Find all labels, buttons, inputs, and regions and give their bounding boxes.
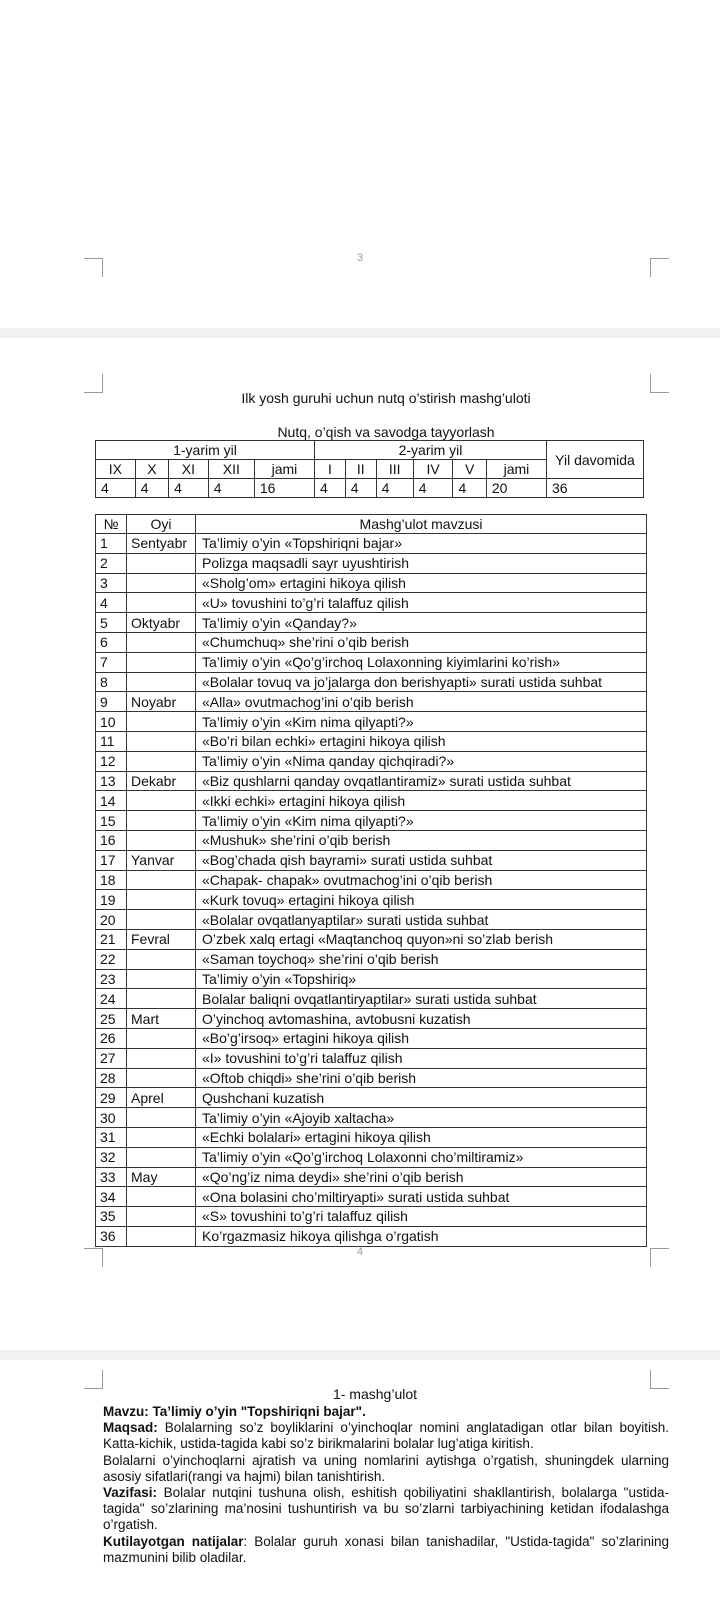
lesson-results (103, 1534, 669, 1566)
page-5 (0, 1360, 720, 1612)
plan-value-h2: 20 (486, 479, 546, 498)
row-number: 4 (96, 593, 127, 613)
table-row (96, 1068, 647, 1088)
row-number: 5 (96, 613, 127, 633)
plan-month-h2: I (314, 460, 345, 479)
row-month (127, 1147, 196, 1167)
row-month (127, 830, 196, 850)
goal-text: Bolalarning so’z boyliklarini o’yinchoqlar nomini anglatadigan otlar bilan boyitish. Katta-kichik, ustida-tagida kabi so’z birikmalarini bolalar lug’atiga kiritish. (103, 1420, 669, 1451)
table-row (96, 929, 647, 949)
row-month: May (127, 1167, 196, 1187)
row-topic: «I» tovushini to’g’ri talaffuz qilish (196, 1048, 647, 1068)
table-row (96, 1147, 647, 1167)
row-topic: Ta’limiy o’yin «Nima qanday qichqiradi?» (196, 751, 647, 771)
row-topic: Ta’limiy o’yin «Qanday?» (196, 613, 647, 633)
row-topic: O’zbek xalq ertagi «Maqtanchoq quyon»ni so’zlab berish (196, 929, 647, 949)
lesson-task (103, 1485, 669, 1533)
row-number: 34 (96, 1187, 127, 1207)
row-month (127, 712, 196, 732)
plan-month-h2: II (345, 460, 376, 479)
row-month: Aprel (127, 1088, 196, 1108)
table-row (96, 593, 647, 613)
row-topic: «Qo’ng’iz nima deydi» she’rini o’qib berish (196, 1167, 647, 1187)
row-topic: Ta’limiy o’yin «Qo’g’irchoq Lolaxonning kiyimlarini ko’rish» (196, 652, 647, 672)
row-month (127, 910, 196, 930)
row-topic: Ko’rgazmasiz hikoya qilishga o’rgatish (196, 1226, 647, 1246)
row-month (127, 1187, 196, 1207)
row-number: 25 (96, 1009, 127, 1029)
page-number: 4 (356, 1246, 364, 1258)
page-number: 3 (356, 252, 364, 264)
table-row (96, 652, 647, 672)
row-topic: «Bo’ri bilan echki» ertagini hikoya qilish (196, 731, 647, 751)
row-month (127, 811, 196, 831)
row-number: 24 (96, 989, 127, 1009)
plan-value-h1: 4 (208, 479, 254, 498)
section-heading: Ilk yosh guruhi uchun nutq o’stirish mashg’uloti (241, 390, 531, 406)
row-month (127, 1108, 196, 1128)
row-topic: Ta’limiy o’yin «Topshiriqni bajar» (196, 534, 647, 554)
year-header: Yil davomida (547, 441, 644, 479)
row-number: 16 (96, 830, 127, 850)
plan-month-h2: jami (486, 460, 546, 479)
row-topic: «Echki bolalari» ertagini hikoya qilish (196, 1127, 647, 1147)
table-row (96, 731, 647, 751)
row-topic: «Bolalar ovqatlanyaptilar» surati ustida suhbat (196, 910, 647, 930)
row-number: 15 (96, 811, 127, 831)
row-topic: «Biz qushlarni qanday ovqatlantiramiz» surati ustida suhbat (196, 771, 647, 791)
row-number: 9 (96, 692, 127, 712)
row-topic: Ta’limiy o’yin «Ajoyib xaltacha» (196, 1108, 647, 1128)
row-topic: «Bo’g’irsoq» ertagini hikoya qilish (196, 1028, 647, 1048)
row-month (127, 969, 196, 989)
row-month (127, 1226, 196, 1246)
row-number: 12 (96, 751, 127, 771)
row-topic: «Bolalar tovuq va jo’jalarga don berishyapti» surati ustida suhbat (196, 672, 647, 692)
row-number: 7 (96, 652, 127, 672)
table-row (96, 969, 647, 989)
row-month (127, 989, 196, 1009)
row-topic: «Kurk tovuq» ertagini hikoya qilish (196, 890, 647, 910)
plan-value-h2: 4 (453, 479, 486, 498)
row-topic: «Ona bolasini cho’miltiryapti» surati ustida suhbat (196, 1187, 647, 1207)
row-topic: Bolalar baliqni ovqatlantiryaptilar» surati ustida suhbat (196, 989, 647, 1009)
row-topic: Polizga maqsadli sayr uyushtirish (196, 553, 647, 573)
row-topic: Ta’limiy o’yin «Kim nima qilyapti?» (196, 712, 647, 732)
row-number: 31 (96, 1127, 127, 1147)
row-month (127, 1127, 196, 1147)
table-row (96, 1226, 647, 1246)
row-month: Yanvar (127, 850, 196, 870)
lesson-title: 1- mashg’ulot (332, 1386, 418, 1402)
row-topic: Ta’limiy o’yin «Topshiriq» (196, 969, 647, 989)
plan-value-h1: 4 (135, 479, 168, 498)
row-month: Fevral (127, 929, 196, 949)
table-row (96, 1127, 647, 1147)
row-number: 2 (96, 553, 127, 573)
row-number: 23 (96, 969, 127, 989)
row-number: 18 (96, 870, 127, 890)
row-number: 11 (96, 731, 127, 751)
table-row (96, 613, 647, 633)
plan-month-h1: X (135, 460, 168, 479)
row-month (127, 1068, 196, 1088)
plan-value-h1: 4 (169, 479, 209, 498)
row-month (127, 553, 196, 573)
topics-table (95, 514, 647, 1247)
lesson-goal-continued: Bolalarni o’yinchoqlarni ajratish va uning nomlarini aytishga o’rgatish, shuningdek ularning asosiy sifatlari(rangi va hajmi) bilan tanishtirish. (103, 1453, 669, 1484)
row-topic: O’yinchoq avtomashina, avtobusni kuzatish (196, 1009, 647, 1029)
table-row (96, 830, 647, 850)
plan-value-h1: 4 (96, 479, 136, 498)
row-topic: «Bog’chada qish bayrami» surati ustida suhbat (196, 850, 647, 870)
plan-table (95, 440, 644, 498)
half-year-2-header: 2-yarim yil (314, 441, 546, 460)
row-topic: «Ikki echki» ertagini hikoya qilish (196, 791, 647, 811)
page-4 (0, 338, 720, 1350)
row-number: 20 (96, 910, 127, 930)
row-number: 35 (96, 1207, 127, 1227)
col-header-number: № (96, 515, 127, 534)
row-month (127, 791, 196, 811)
task-label: Vazifasi: (103, 1485, 158, 1500)
row-number: 21 (96, 929, 127, 949)
table-row (96, 1009, 647, 1029)
row-number: 6 (96, 632, 127, 652)
section-subheading: Nutq, o’qish va savodga tayyorlash (277, 424, 495, 440)
row-month: Sentyabr (127, 534, 196, 554)
row-month (127, 593, 196, 613)
page-3 (0, 0, 720, 328)
row-topic: «Oftob chiqdi» she’rini o’qib berish (196, 1068, 647, 1088)
row-month: Noyabr (127, 692, 196, 712)
plan-month-h2: IV (413, 460, 453, 479)
table-row (96, 1028, 647, 1048)
row-topic: «U» tovushini to’g’ri talaffuz qilish (196, 593, 647, 613)
results-text: : Bolalar guruh xonasi bilan tanishadilar, "Ustida-tagida" so’zlarining mazmunini bilib oladilar. (103, 1534, 669, 1565)
row-topic: «Chapak- chapak» ovutmachog’ini o’qib berish (196, 870, 647, 890)
plan-month-h1: jami (254, 460, 314, 479)
col-header-topic: Mashg’ulot mavzusi (196, 515, 647, 534)
table-row (96, 632, 647, 652)
row-number: 36 (96, 1226, 127, 1246)
row-month (127, 890, 196, 910)
plan-month-h1: XII (208, 460, 254, 479)
row-month (127, 1028, 196, 1048)
table-row (96, 1048, 647, 1068)
row-topic: «Saman toychoq» she’rini o’qib berish (196, 949, 647, 969)
table-row (96, 1187, 647, 1207)
row-number: 8 (96, 672, 127, 692)
row-month (127, 652, 196, 672)
row-topic: Qushchani kuzatish (196, 1088, 647, 1108)
table-row (96, 989, 647, 1009)
row-month: Dekabr (127, 771, 196, 791)
table-row (96, 692, 647, 712)
lesson-topic: Mavzu: Ta’limiy o’yin "Topshiriqni bajar". (103, 1404, 366, 1419)
table-row (96, 1108, 647, 1128)
row-month (127, 870, 196, 890)
row-number: 3 (96, 573, 127, 593)
row-number: 28 (96, 1068, 127, 1088)
table-row (96, 751, 647, 771)
plan-value-h2: 4 (314, 479, 345, 498)
row-topic: «Mushuk» she’rini o’qib berish (196, 830, 647, 850)
row-number: 22 (96, 949, 127, 969)
table-row (96, 850, 647, 870)
row-month: Oktyabr (127, 613, 196, 633)
row-topic: «Chumchuq» she’rini o’qib berish (196, 632, 647, 652)
row-number: 14 (96, 791, 127, 811)
col-header-month: Oyi (127, 515, 196, 534)
row-month: Mart (127, 1009, 196, 1029)
lesson-goal (103, 1420, 669, 1452)
row-topic: «Sholg’om» ertagini hikoya qilish (196, 573, 647, 593)
table-row (96, 672, 647, 692)
plan-value-h2: 4 (345, 479, 376, 498)
row-month (127, 751, 196, 771)
table-row (96, 949, 647, 969)
plan-month-h1: IX (96, 460, 136, 479)
plan-value-h2: 4 (413, 479, 453, 498)
row-number: 17 (96, 850, 127, 870)
row-number: 1 (96, 534, 127, 554)
table-row (96, 553, 647, 573)
table-row (96, 890, 647, 910)
plan-year-total: 36 (547, 479, 644, 498)
table-row (96, 870, 647, 890)
table-row (96, 791, 647, 811)
row-number: 33 (96, 1167, 127, 1187)
row-month (127, 632, 196, 652)
plan-month-h2: V (453, 460, 486, 479)
table-row (96, 771, 647, 791)
row-number: 29 (96, 1088, 127, 1108)
table-row (96, 1207, 647, 1227)
row-month (127, 573, 196, 593)
row-topic: «S» tovushini to’g’ri talaffuz qilish (196, 1207, 647, 1227)
row-topic: «Alla» ovutmachog’ini o’qib berish (196, 692, 647, 712)
plan-month-h2: III (376, 460, 413, 479)
row-month (127, 672, 196, 692)
row-topic: Ta’limiy o’yin «Qo’g’irchoq Lolaxonni cho’miltiramiz» (196, 1147, 647, 1167)
table-row (96, 1088, 647, 1108)
row-month (127, 1207, 196, 1227)
row-month (127, 949, 196, 969)
plan-month-h1: XI (169, 460, 209, 479)
table-row (96, 811, 647, 831)
table-row (96, 573, 647, 593)
plan-value-h2: 4 (376, 479, 413, 498)
row-month (127, 1048, 196, 1068)
table-row (96, 712, 647, 732)
half-year-1-header: 1-yarim yil (96, 441, 315, 460)
row-topic: Ta’limiy o’yin «Kim nima qilyapti?» (196, 811, 647, 831)
row-number: 27 (96, 1048, 127, 1068)
plan-value-h1: 16 (254, 479, 314, 498)
table-row (96, 534, 647, 554)
row-number: 30 (96, 1108, 127, 1128)
task-text: Bolalar nutqini tushuna olish, eshitish qobiliyatini shakllantirish, bolalarga "ustida-tagida" so’zlarining ma’nosini tushuntirish va bu so’zlarni tarbiyachining ketidan ifodalashga o’rgatish. (103, 1485, 669, 1532)
goal-label: Maqsad: (103, 1420, 158, 1435)
row-number: 32 (96, 1147, 127, 1167)
table-row (96, 1167, 647, 1187)
table-row (96, 910, 647, 930)
row-number: 26 (96, 1028, 127, 1048)
results-label: Kutilayotgan natijalar (103, 1534, 244, 1549)
row-number: 13 (96, 771, 127, 791)
row-number: 19 (96, 890, 127, 910)
row-month (127, 731, 196, 751)
row-number: 10 (96, 712, 127, 732)
